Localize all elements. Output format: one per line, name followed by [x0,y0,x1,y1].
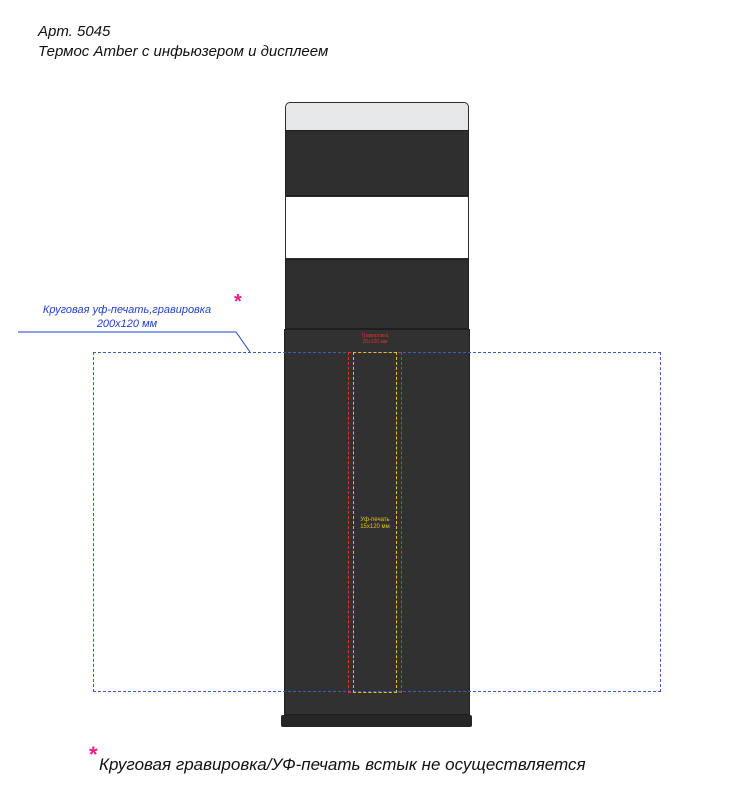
product-title: Термос Amber с инфьюзером и дисплеем [38,43,329,60]
thermos-base [281,715,472,727]
asterisk-icon: * [234,291,242,313]
uv-print-label-line1: Уф-печать [360,517,390,523]
thermos-lid [285,102,469,130]
uv-print-label-line2: 15x120 мм [360,524,390,530]
engraving-label-line1: Гравировка [361,333,389,339]
callout-print-size: 200x120 мм [96,318,158,330]
callout-print-method: Круговая уф-печать,гравировка [42,304,212,316]
engraving-label-line2: 25x120 мм [362,339,388,345]
thermos-lower-band [285,259,469,329]
footer-note: Круговая гравировка/УФ-печать встык не осуществляется [99,755,586,774]
thermos-upper-band [285,130,469,196]
thermos-display-band [285,196,469,259]
engraving-label [340,333,410,345]
footer-asterisk-icon: * [89,742,98,767]
article-number: Арт. 5045 [38,23,111,40]
uv-print-label [340,517,410,531]
